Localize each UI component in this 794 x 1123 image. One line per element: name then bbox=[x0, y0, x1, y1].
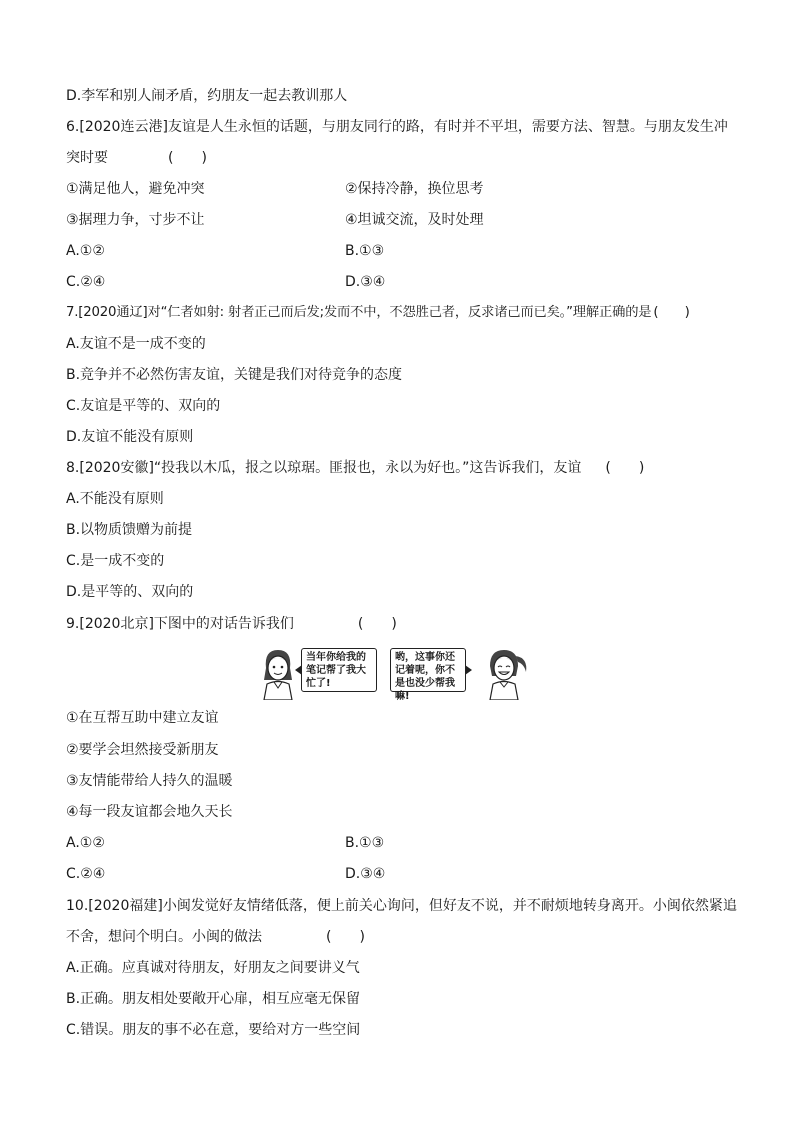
answer-blank: ( ) bbox=[326, 929, 365, 945]
girl-right-icon bbox=[480, 646, 530, 700]
q7-stem-text: 7.[2020通辽]对“仁者如射: 射者正己而后发;发而不中，不怨胜己者，反求诸己而已矣。”理解正确的是 bbox=[66, 305, 652, 320]
q6-choice-d: D.③④ bbox=[345, 274, 386, 290]
q6-stem-text: 突时要 bbox=[66, 150, 108, 166]
q10-choice-a: A.正确。应真诚对待朋友，好朋友之间要讲义气 bbox=[66, 960, 360, 976]
q10-choice-b: B.正确。朋友相处要敞开心扉，相互应毫无保留 bbox=[66, 991, 361, 1007]
q7-stem bbox=[66, 303, 690, 323]
answer-blank: ( ) bbox=[357, 616, 397, 632]
q10-stem-cont bbox=[66, 927, 365, 947]
q8-choice-a: A.不能没有原则 bbox=[66, 491, 164, 507]
q8-choice-c: C.是一成不变的 bbox=[66, 553, 165, 569]
q9-choice-d: D.③④ bbox=[345, 866, 386, 882]
answer-blank: ( ) bbox=[605, 460, 645, 476]
q9-option-4: ④每一段友谊都会地久天长 bbox=[66, 804, 233, 820]
q7-choice-a: A.友谊不是一成不变的 bbox=[66, 336, 206, 352]
q9-choice-c: C.②④ bbox=[66, 866, 106, 882]
q7-choice-c: C.友谊是平等的、双向的 bbox=[66, 398, 221, 414]
q10-stem: 10.[2020福建]小闽发觉好友情绪低落，便上前关心询问，但好友不说，并不耐烦地转身离开。小闽依然紧追 bbox=[66, 898, 737, 914]
q6-stem-cont bbox=[66, 148, 207, 168]
q6-choice-b: B.①③ bbox=[345, 243, 385, 259]
girl-left-icon bbox=[258, 646, 298, 700]
q9-stem bbox=[66, 614, 397, 634]
q8-stem-text: 8.[2020安徽]“投我以木瓜，报之以琼琚。匪报也，永以为好也。”这告诉我们，友谊 bbox=[66, 460, 582, 476]
q6-stem: 6.[2020连云港]友谊是人生永恒的话题，与朋友同行的路，有时并不平坦，需要方法、智慧。与朋友发生冲 bbox=[66, 119, 728, 135]
q7-choice-b: B.竞争并不必然伤害友谊，关键是我们对待竞争的态度 bbox=[66, 367, 403, 383]
q8-choice-d: D.是平等的、双向的 bbox=[66, 584, 194, 600]
q6-choice-c: C.②④ bbox=[66, 274, 106, 290]
answer-blank: ( ) bbox=[653, 305, 690, 320]
l1: D.李军和别人闹矛盾，约朋友一起去教训那人 bbox=[66, 88, 348, 104]
q9-stem-text: 9.[2020北京]下图中的对话告诉我们 bbox=[66, 616, 294, 632]
q6-option-2: ②保持冷静，换位思考 bbox=[345, 181, 484, 197]
q10-choice-c: C.错误。朋友的事不必在意，要给对方一些空间 bbox=[66, 1022, 361, 1038]
q9-choice-b: B.①③ bbox=[345, 835, 385, 851]
q6-option-4: ④坦诚交流，及时处理 bbox=[345, 212, 484, 228]
q9-choice-a: A.①② bbox=[66, 835, 105, 851]
q8-stem bbox=[66, 458, 644, 478]
q9-option-3: ③友情能带给人持久的温暖 bbox=[66, 773, 233, 789]
q7-choice-d: D.友谊不能没有原则 bbox=[66, 429, 194, 445]
answer-blank: ( ) bbox=[168, 150, 207, 166]
q6-choice-a: A.①② bbox=[66, 243, 105, 259]
speech-bubble-left: 当年你给我的笔记帮了我大忙了! bbox=[301, 648, 377, 692]
q6-option-1: ①满足他人，避免冲突 bbox=[66, 181, 205, 197]
q6-option-3: ③据理力争，寸步不让 bbox=[66, 212, 205, 228]
q8-choice-b: B.以物质馈赠为前提 bbox=[66, 522, 193, 538]
q10-stem-text: 不舍，想问个明白。小闽的做法 bbox=[66, 929, 262, 945]
speech-bubble-right: 哟，这事你还记着呢，你不是也没少帮我嘛! bbox=[390, 648, 466, 692]
dialogue-cartoon bbox=[258, 644, 536, 700]
q9-option-1: ①在互帮互助中建立友谊 bbox=[66, 710, 219, 726]
q9-option-2: ②要学会坦然接受新朋友 bbox=[66, 742, 219, 758]
